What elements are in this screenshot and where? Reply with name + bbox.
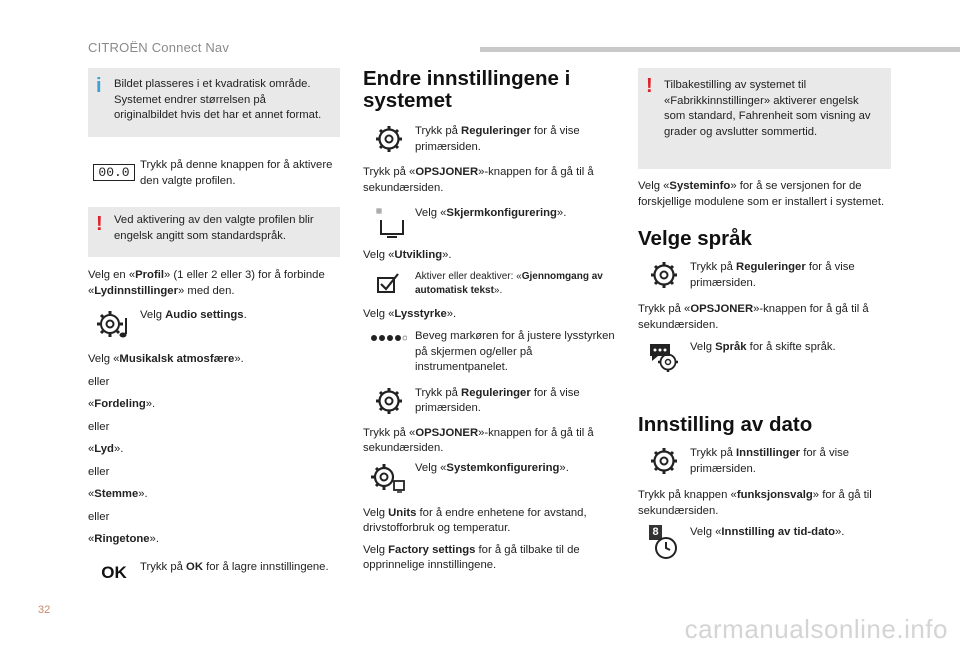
section-heading-dato: Innstilling av dato xyxy=(638,413,813,436)
brightness-dots-icon[interactable] xyxy=(363,329,415,342)
beveg-text: Beveg markøren for å justere lysstyrken på skjermen og/eller på instrumentpanelet. xyxy=(415,330,615,373)
lcd-row xyxy=(88,158,340,189)
warning-marker-icon: ! xyxy=(96,213,103,235)
section-heading-endre: Endre innstillingene i systemet xyxy=(363,67,571,112)
checkbox-icon[interactable] xyxy=(363,270,415,294)
info-text: Bildet plasseres i et kvadratisk område. Systemet endrer størrelsen på originalbildet hvis det har et annet format. xyxy=(114,78,322,121)
stemme-paragraph: «Stemme». xyxy=(88,488,148,500)
badge-number: 8 xyxy=(649,525,662,540)
clock-badge-icon[interactable] xyxy=(638,525,690,561)
opsj-paragraph: Trykk på «OPSJONER»-knappen for å gå til å sekundærsiden. xyxy=(363,166,594,194)
sysconf-text: Velg «Systemkonfigurering». xyxy=(415,461,569,474)
eller-1: eller xyxy=(88,375,110,388)
running-header: CITROËN Connect Nav xyxy=(88,40,230,55)
opsj2-paragraph: Trykk på «OPSJONER»-knappen for å gå til å sekundærsiden. xyxy=(363,426,594,454)
language-icon[interactable] xyxy=(638,340,690,374)
audio-row xyxy=(88,308,340,340)
lcd-text: Trykk på denne knappen for å aktivere den valgte profilen. xyxy=(140,159,333,187)
tid-dato-text: Velg «Innstilling av tid-dato». xyxy=(690,526,845,538)
lcd-button-icon[interactable]: 00.0 xyxy=(93,164,134,181)
eller-4: eller xyxy=(88,510,110,523)
fordeling-paragraph: «Fordeling». xyxy=(88,398,156,410)
regul2-text: Trykk på Reguleringer for å vise primærsiden. xyxy=(415,386,580,414)
funksjonsvalg-paragraph: Trykk på knappen «funksjonsvalg» for å gå til sekundærsiden. xyxy=(638,489,872,517)
warning-text: Ved aktivering av den valgte profilen blir engelsk angitt som standardspråk. xyxy=(114,214,314,242)
watermark: carmanualsonline.info xyxy=(684,614,948,644)
column-1 xyxy=(88,68,340,580)
aktiver-text: Aktiver eller deaktiver: «Gjennomgang av automatisk tekst». xyxy=(415,270,603,296)
utvikling-paragraph: Velg «Utvikling». xyxy=(363,249,452,261)
gear-icon[interactable] xyxy=(363,124,415,154)
regul-row-3 xyxy=(638,260,891,291)
warning-box-reset xyxy=(638,68,891,169)
screen-config-icon[interactable] xyxy=(363,206,415,238)
warning-marker-icon: ! xyxy=(646,75,653,97)
ok-text: Trykk på OK for å lagre innstillingene. xyxy=(140,560,329,573)
sprak-row xyxy=(638,340,891,374)
eller-2: eller xyxy=(88,420,110,433)
skjerm-row xyxy=(363,206,615,238)
section-heading-sprak: Velge språk xyxy=(638,227,752,250)
profile-paragraph: Velg en «Profil» (1 eller 2 eller 3) for å forbinde «Lydinnstillinger» med den. xyxy=(88,269,325,297)
innst-text: Trykk på Innstillinger for å vise primærsiden. xyxy=(690,447,850,475)
beveg-row xyxy=(363,329,615,376)
factory-paragraph: Velg Factory settings for å gå tilbake til de opprinnelige innstillingene. xyxy=(363,543,580,571)
header-bar xyxy=(480,47,960,52)
lysstyrke-paragraph: Velg «Lysstyrke». xyxy=(363,307,457,320)
sysconf-row xyxy=(363,461,615,493)
aktiver-row xyxy=(363,270,615,298)
ok-button-icon[interactable]: OK xyxy=(101,562,127,582)
tid-dato-row xyxy=(638,525,891,561)
warning-box xyxy=(88,207,340,257)
regul2-row xyxy=(363,386,615,417)
column-2 xyxy=(363,68,615,574)
gear-icon[interactable] xyxy=(638,260,690,290)
regul-row xyxy=(363,124,615,155)
page-number: 32 xyxy=(38,604,51,616)
warning-reset-text: Tilbakestilling av systemet til «Fabrikkinnstillinger» aktiverer engelsk som standard, Fahrenheit som visning av grader og avslutter sommertid. xyxy=(664,79,871,138)
sprak-text: Velg Språk for å skifte språk. xyxy=(690,341,836,353)
innst-row xyxy=(638,446,891,477)
regul-text: Trykk på Reguleringer for å vise primærsiden. xyxy=(415,125,580,153)
info-box xyxy=(88,68,340,137)
gear-music-icon[interactable] xyxy=(88,308,140,340)
gear-icon[interactable] xyxy=(638,446,690,476)
audio-text: Velg Audio settings. xyxy=(140,309,247,321)
opsj-paragraph-3: Trykk på «OPSJONER»-knappen for å gå til å sekundærsiden. xyxy=(638,303,869,331)
column-3 xyxy=(638,68,891,561)
units-paragraph: Velg Units for å endre enhetene for avstand, drivstofforbruk og temperatur. xyxy=(363,506,587,534)
sysinfo-paragraph: Velg «Systeminfo» for å se versjonen for de forskjellige modulene som er installert i systemet. xyxy=(638,180,885,208)
ok-row xyxy=(88,560,340,581)
ringetone-paragraph: «Ringetone». xyxy=(88,533,159,545)
lyd-paragraph: «Lyd». xyxy=(88,443,124,455)
skjerm-text: Velg «Skjermkonfigurering». xyxy=(415,207,567,219)
system-config-icon[interactable] xyxy=(363,461,415,493)
regul-text-3: Trykk på Reguleringer for å vise primærsiden. xyxy=(690,261,855,289)
info-marker-icon: i xyxy=(96,75,102,97)
musikalsk-paragraph: Velg «Musikalsk atmosfære». xyxy=(88,353,244,365)
eller-3: eller xyxy=(88,465,110,478)
gear-icon[interactable] xyxy=(363,386,415,416)
